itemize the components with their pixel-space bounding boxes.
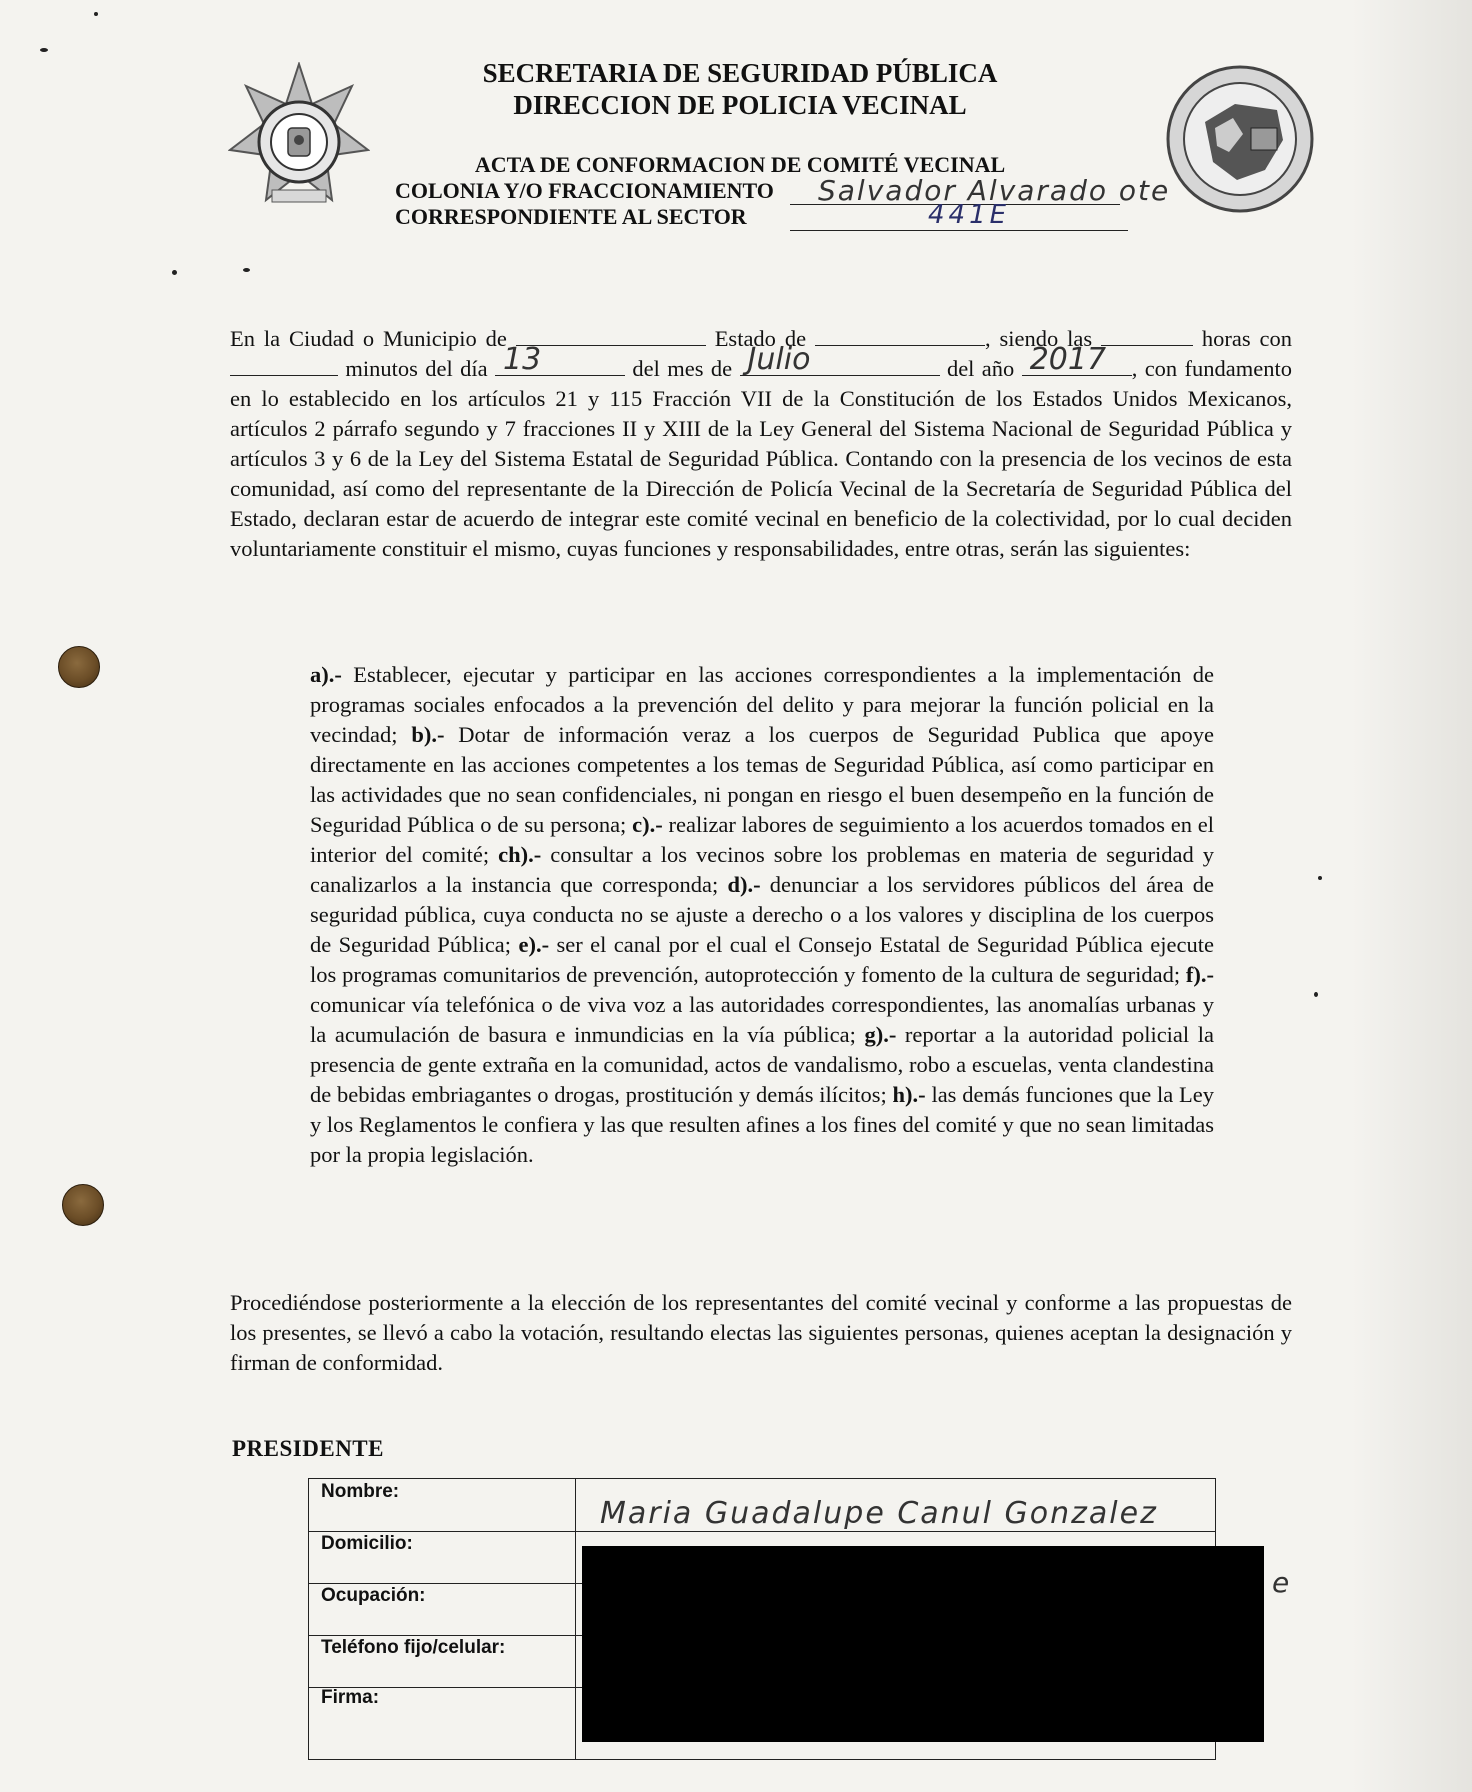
horas-blank bbox=[1101, 327, 1193, 346]
punch-hole bbox=[62, 1184, 104, 1226]
functions-list bbox=[310, 660, 1214, 1170]
dia-handwritten: 13 bbox=[503, 342, 542, 377]
mes-blank bbox=[740, 342, 940, 377]
intro-text-6: del mes de bbox=[632, 356, 733, 381]
state-council-seal-icon bbox=[1165, 62, 1315, 216]
ano-blank bbox=[1022, 342, 1132, 377]
label-nombre: Nombre: bbox=[321, 1481, 400, 1502]
police-star-seal-icon bbox=[228, 62, 370, 212]
table-row bbox=[309, 1531, 1215, 1532]
function-text: Establecer, ejecutar y participar en las acciones correspondientes a la implementación de programas sociales enfocados a la prevención del delito y para mejorar la función policial en la vecindad; bbox=[310, 662, 1214, 747]
intro-text-2: Estado de bbox=[714, 326, 807, 351]
estado-blank bbox=[815, 327, 985, 346]
function-key: h).- bbox=[892, 1082, 926, 1107]
sector-label: CORRESPONDIENTE AL SECTOR bbox=[395, 204, 747, 229]
intro-text-3: , siendo las bbox=[984, 326, 1093, 351]
function-text: Dotar de información veraz a los cuerpos de Seguridad Publica que apoye directamente en las acciones competentes a los temas de Seguridad Pública, así como participar en las actividades que no sean confidenciales, ni pongan en riesgo el buen desempeño en la función de Seguridad Pública o de su persona; bbox=[310, 722, 1215, 837]
presidente-title: PRESIDENTE bbox=[232, 1436, 384, 1461]
ano-handwritten: 2017 bbox=[1029, 342, 1107, 377]
election-paragraph: Procediéndose posteriormente a la elección de los representantes del comité vecinal y conforme a las propuestas de los presentes, se llevó a cabo la votación, resultando electas las siguientes personas, quienes aceptan la designación y firman de conformidad. bbox=[230, 1290, 1292, 1375]
scan-speck bbox=[94, 12, 98, 16]
function-key: c).- bbox=[632, 812, 663, 837]
colonia-handwritten: Salvador Alvarado ote bbox=[818, 174, 1171, 207]
function-text: ser el canal por el cual el Consejo Estatal de Seguridad Pública ejecute los programas comunitarios de prevención, autoprotección y fomento de la cultura de seguridad; bbox=[310, 932, 1214, 987]
scan-speck bbox=[1314, 992, 1318, 997]
label-firma: Firma: bbox=[321, 1687, 380, 1708]
scan-speck bbox=[1318, 876, 1322, 880]
scan-speck bbox=[243, 268, 250, 272]
function-key: d).- bbox=[727, 872, 761, 897]
dia-blank bbox=[495, 342, 625, 377]
function-key: f).- bbox=[1185, 962, 1214, 987]
function-key: a).- bbox=[310, 662, 342, 687]
function-text: reportar a la autoridad policial la presencia de gente extraña en la comunidad, actos de vandalismo, robo a escuelas, venta clandestina de bebidas embriagantes o drogas, prostitución y demás ilícitos; bbox=[310, 1022, 1214, 1107]
margin-handwritten-mark: e bbox=[1272, 1566, 1290, 1599]
function-text: consultar a los vecinos sobre los problemas en materia de seguridad y canalizarlos a la instancia que corresponda; bbox=[310, 842, 1214, 897]
function-text: comunicar vía telefónica o de viva voz a las autoridades correspondientes, las anomalías urbanas y la acumulación de basura e inmundicias en la vía pública; bbox=[310, 992, 1214, 1047]
function-text: denunciar a los servidores públicos del área de seguridad pública, cuya conducta no se ajuste a derecho o a los valores y disciplina de los cuerpos de Seguridad Pública; bbox=[310, 872, 1214, 957]
punch-hole bbox=[58, 646, 100, 688]
intro-paragraph bbox=[230, 324, 1292, 564]
header-acta-title: ACTA DE CONFORMACION DE COMITÉ VECINAL bbox=[474, 152, 1006, 177]
label-telefono: Teléfono fijo/celular: bbox=[321, 1637, 506, 1658]
label-domicilio: Domicilio: bbox=[321, 1533, 413, 1554]
function-key: ch).- bbox=[498, 842, 542, 867]
intro-text-5: minutos del día bbox=[345, 356, 488, 381]
scan-speck bbox=[40, 48, 48, 52]
function-key: b).- bbox=[411, 722, 445, 747]
redaction-block bbox=[582, 1546, 1264, 1742]
function-key: e).- bbox=[518, 932, 550, 957]
header-direccion: DIRECCION DE POLICIA VECINAL bbox=[513, 90, 967, 120]
label-ocupacion: Ocupación: bbox=[321, 1585, 426, 1606]
table-divider bbox=[575, 1479, 576, 1759]
header-secretaria: SECRETARIA DE SEGURIDAD PÚBLICA bbox=[482, 58, 998, 88]
nombre-handwritten: Maria Guadalupe Canul Gonzalez bbox=[600, 1496, 1158, 1531]
function-key: g).- bbox=[864, 1022, 897, 1047]
function-text: las demás funciones que la Ley y los Reglamentos le confiera y las que resulten afines a los fines del comité y que no sean limitadas por la propia legislación. bbox=[310, 1082, 1214, 1167]
municipio-blank bbox=[516, 327, 706, 346]
intro-text-4: horas con bbox=[1201, 326, 1292, 351]
function-text: realizar labores de seguimiento a los acuerdos tomados en el interior del comité; bbox=[310, 812, 1214, 867]
colonia-label: COLONIA Y/O FRACCIONAMIENTO bbox=[395, 178, 774, 203]
minutos-blank bbox=[230, 357, 338, 376]
sector-handwritten: 441E bbox=[928, 200, 1011, 230]
page-shadow bbox=[1352, 0, 1472, 1792]
intro-text-8: , con fundamento en lo establecido en los artículos 21 y 115 Fracción VII de la Constitución de los Estados Unidos Mexicanos, artículos 2 párrafo segundo y 7 fracciones II y XIII de la Ley General del Sistema Nacional de Seguridad Pública y artículos 3 y 6 de la Ley del Sistema Estatal de Seguridad Pública. Contando con la presencia de los vecinos de esta comunidad, así como del representante de la Dirección de Policía Vecinal de la Secretaría de Seguridad Pública del Estado, declaran estar de acuerdo de integrar este comité vecinal en beneficio de la colectividad, por lo cual deciden voluntariamente constituir el mismo, cuyas funciones y responsabilidades, entre otras, serán las siguientes: bbox=[230, 356, 1293, 561]
intro-text-1: En la Ciudad o Municipio de bbox=[230, 326, 507, 351]
scan-speck bbox=[172, 270, 177, 275]
intro-text-7: del año bbox=[946, 356, 1015, 381]
sector-line bbox=[790, 230, 1128, 231]
mes-handwritten: Julio bbox=[747, 342, 811, 377]
